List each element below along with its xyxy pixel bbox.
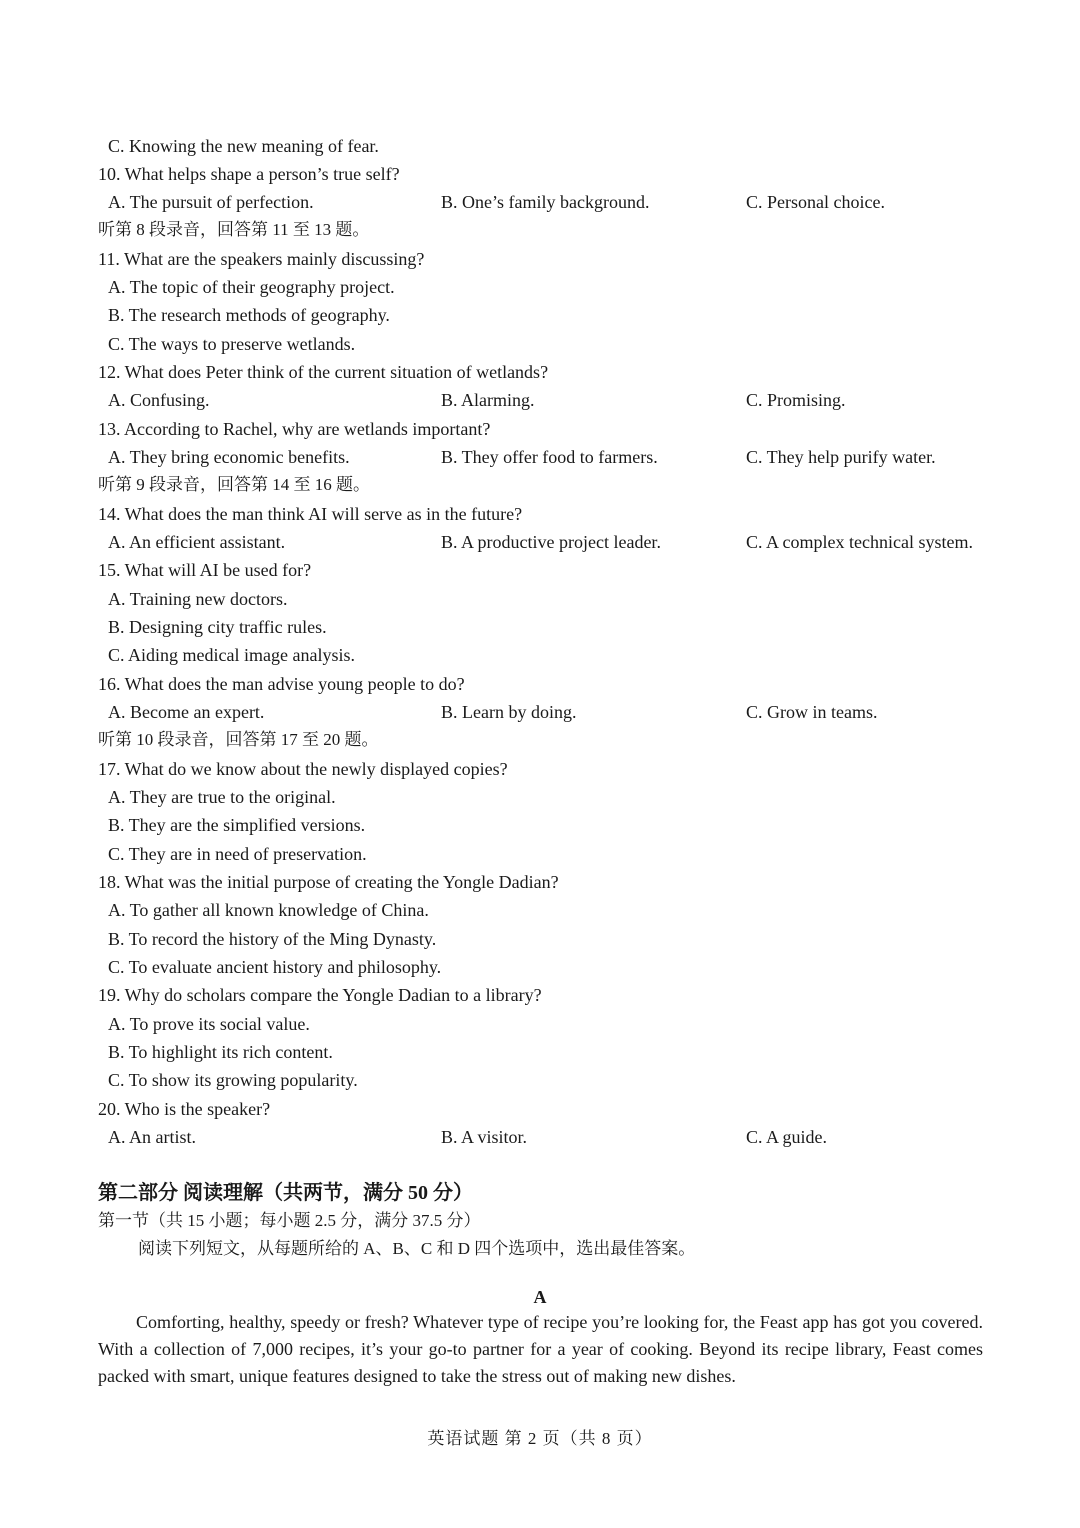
page-footer: 英语试题 第 2 页（共 8 页） (427, 1429, 653, 1448)
q18-option-a: A. To gather all known knowledge of China. (108, 900, 429, 920)
question-18: 18. What was the initial purpose of creating the Yongle Dadian? (98, 872, 559, 892)
q13-option-a: A. They bring economic benefits. (108, 447, 350, 467)
question-17: 17. What do we know about the newly displayed copies? (98, 759, 508, 779)
q11-option-a: A. The topic of their geography project. (108, 277, 395, 297)
q13-option-b: B. They offer food to farmers. (441, 447, 658, 467)
question-20: 20. Who is the speaker? (98, 1099, 271, 1119)
q13-option-c: C. They help purify water. (746, 447, 936, 467)
section-8-instruction: 听第 8 段录音，回答第 11 至 13 题。 (98, 220, 370, 239)
q19-option-a: A. To prove its social value. (108, 1014, 310, 1034)
q14-option-c: C. A complex technical system. (746, 532, 973, 552)
section-1-heading: 第一节（共 15 小题；每小题 2.5 分，满分 37.5 分） (98, 1211, 481, 1230)
question-12: 12. What does Peter think of the current situation of wetlands? (98, 362, 549, 382)
q20-option-c: C. A guide. (746, 1127, 828, 1147)
q11-option-c: C. The ways to preserve wetlands. (108, 334, 356, 354)
q16-option-c: C. Grow in teams. (746, 702, 878, 722)
q15-option-b: B. Designing city traffic rules. (108, 617, 327, 637)
q10-option-b: B. One’s family background. (441, 192, 650, 212)
passage-a-paragraph: Comforting, healthy, speedy or fresh? Whatever type of recipe you’re looking for, the Feast app has got you covered. With a collection of 7,000 recipes, it’s your go-to partner for a year of cooking. Beyond its recipe library, Feast comes packed with smart, unique features designed to take the stress out of making new dishes. (98, 1312, 983, 1386)
q17-option-b: B. They are the simplified versions. (108, 815, 366, 835)
question-11: 11. What are the speakers mainly discussing? (98, 249, 425, 269)
reading-instruction: 阅读下列短文，从每题所给的 A、B、C 和 D 四个选项中，选出最佳答案。 (138, 1239, 696, 1258)
q19-option-b: B. To highlight its rich content. (108, 1042, 333, 1062)
q15-option-a: A. Training new doctors. (108, 589, 288, 609)
q14-option-a: A. An efficient assistant. (108, 532, 286, 552)
question-16: 16. What does the man advise young people to do? (98, 674, 465, 694)
q10-option-c: C. Personal choice. (746, 192, 885, 212)
q17-option-c: C. They are in need of preservation. (108, 844, 367, 864)
question-14: 14. What does the man think AI will serve as in the future? (98, 504, 523, 524)
q12-option-c: C. Promising. (746, 390, 846, 410)
q16-option-b: B. Learn by doing. (441, 702, 577, 722)
q15-option-c: C. Aiding medical image analysis. (108, 645, 355, 665)
question-19: 19. Why do scholars compare the Yongle Dadian to a library? (98, 985, 542, 1005)
q16-option-a: A. Become an expert. (108, 702, 265, 722)
q20-option-b: B. A visitor. (441, 1127, 528, 1147)
question-15: 15. What will AI be used for? (98, 560, 312, 580)
q12-option-a: A. Confusing. (108, 390, 210, 410)
q17-option-a: A. They are true to the original. (108, 787, 336, 807)
q20-option-a: A. An artist. (108, 1127, 196, 1147)
q14-option-b: B. A productive project leader. (441, 532, 661, 552)
q18-option-c: C. To evaluate ancient history and philosophy. (108, 957, 442, 977)
section-10-instruction: 听第 10 段录音，回答第 17 至 20 题。 (98, 730, 379, 749)
q18-option-b: B. To record the history of the Ming Dynasty. (108, 929, 437, 949)
q12-option-b: B. Alarming. (441, 390, 535, 410)
q19-option-c: C. To show its growing popularity. (108, 1070, 358, 1090)
question-13: 13. According to Rachel, why are wetlands important? (98, 419, 491, 439)
q9-option-c: C. Knowing the new meaning of fear. (108, 136, 379, 156)
passage-title: A (533, 1287, 547, 1307)
q11-option-b: B. The research methods of geography. (108, 305, 390, 325)
part-2-heading: 第二部分 阅读理解（共两节，满分 50 分） (98, 1182, 473, 1204)
question-10: 10. What helps shape a person’s true self? (98, 164, 400, 184)
section-9-instruction: 听第 9 段录音，回答第 14 至 16 题。 (98, 475, 370, 494)
q10-option-a: A. The pursuit of perfection. (108, 192, 314, 212)
